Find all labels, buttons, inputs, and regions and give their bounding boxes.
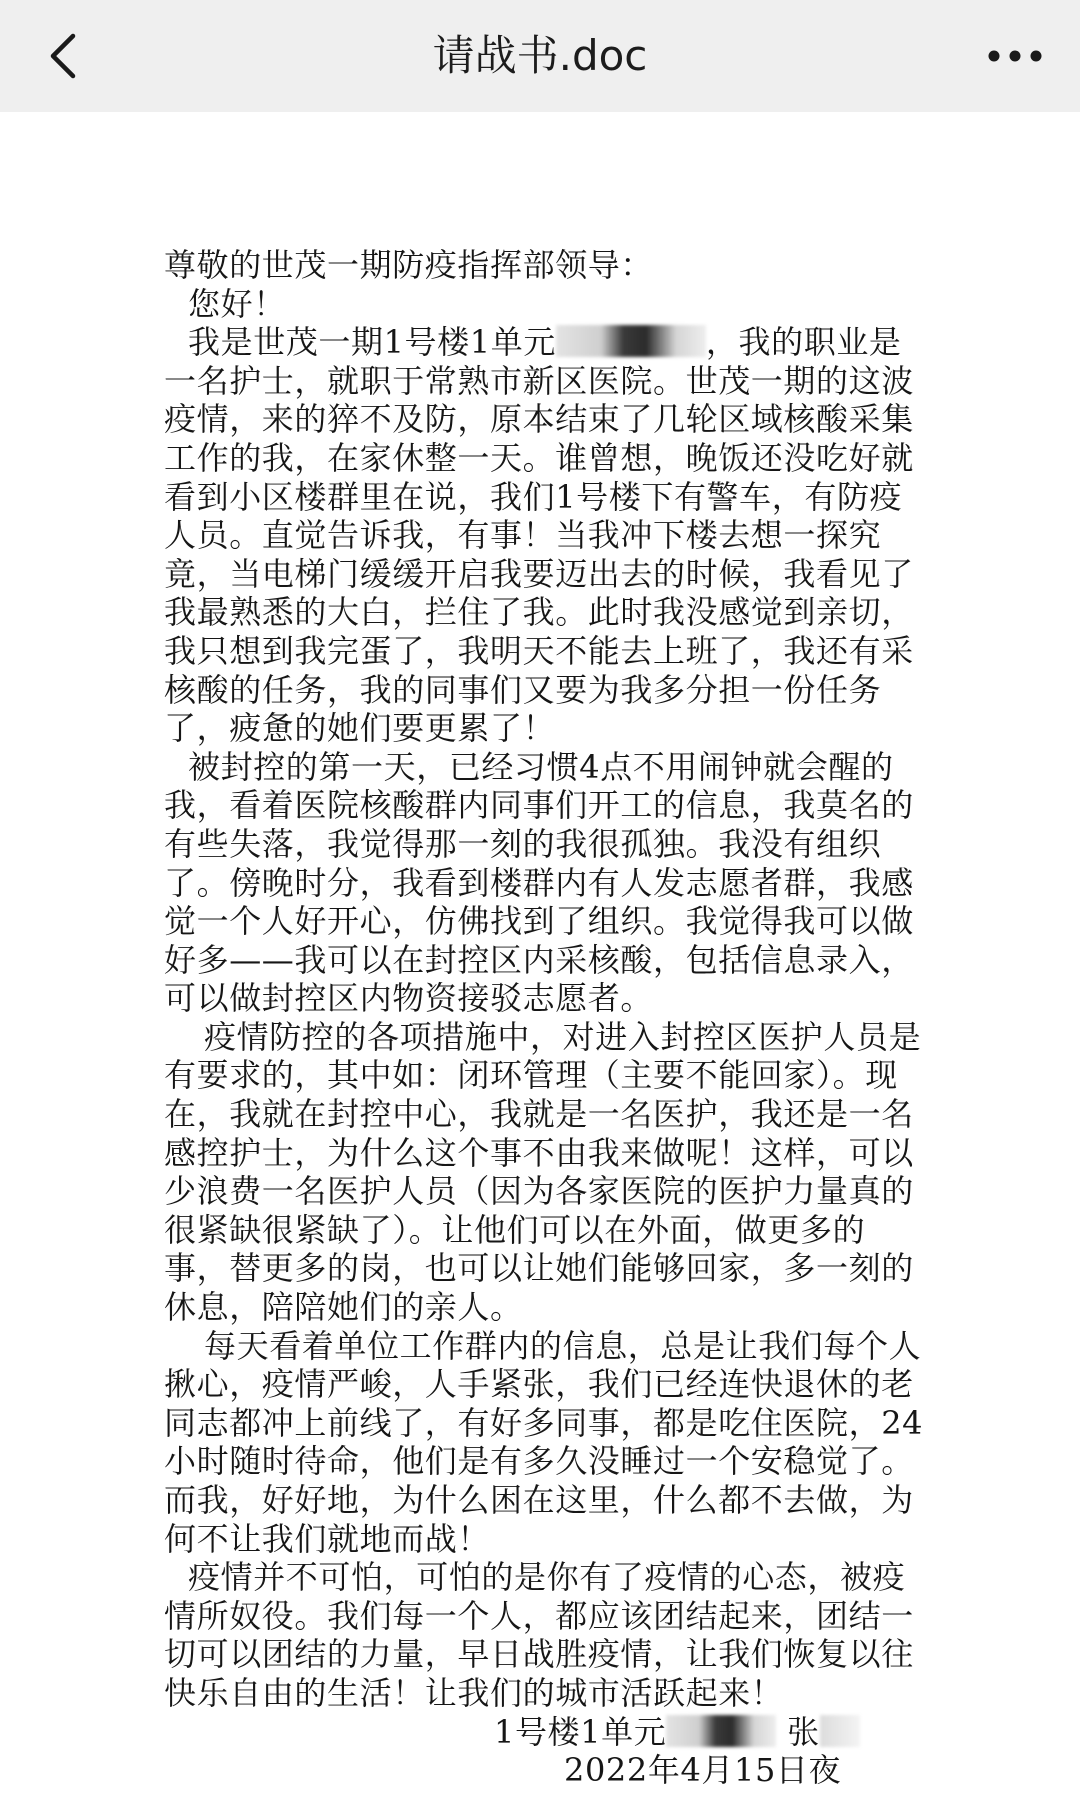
signature-name: 张 (787, 1712, 820, 1751)
letter-content (164, 246, 924, 1790)
letter-date: 2022年4月15日夜 (564, 1751, 842, 1790)
paragraph-2: 被封控的第一天，已经习惯4点不用闹钟就会醒的我，看着医院核酸群内同事们开工的信息，我莫名的有些失落，我觉得那一刻的我很孤独。我没有组织了。傍晚时分，我看到楼群内有人发志愿者群，我感觉一个人好开心，仿佛找到了组织。我觉得我可以做好多——我可以在封控区内采核酸，包括信息录入，可以做封控区内物资接驳志愿者。 (164, 747, 914, 1018)
document-title: 请战书.doc (432, 31, 648, 80)
redacted-text (556, 325, 706, 357)
more-options-button[interactable] (980, 24, 1050, 88)
redacted-text (666, 1715, 776, 1747)
salutation: 尊敬的世茂一期防疫指挥部领导： (164, 246, 654, 284)
paragraph-5: 疫情并不可怕，可怕的是你有了疫情的心态，被疫情所奴役。我们每一个人，都应该团结起来，团结一切可以团结的力量，早日战胜疫情，让我们恢复以往快乐自由的生活！让我们的城市活跃起来！ (164, 1558, 914, 1712)
signature (164, 1713, 924, 1752)
chevron-left-icon (45, 32, 79, 80)
title-bar (0, 0, 1080, 112)
paragraph-1-rest: ，我的职业是一名护士，就职于常熟市新区医院。世茂一期的这波疫情，来的猝不及防，原本结束了几轮区域核酸采集工作的我，在家休整一天。谁曾想，晚饭还没吃好就看到小区楼群里在说，我们1号楼下有警车，有防疫人员。直觉告诉我，有事！当我冲下楼去想一探究竟，当电梯门缓缓开启我要迈出去的时候，我看见了我最熟悉的大白，拦住了我。此时我没感觉到亲切，我只想到我完蛋了，我明天不能去上班了，我还有采核酸的任务，我的同事们又要为我多分担一份任务了，疲惫的她们要更累了！ (164, 323, 914, 748)
document-viewer[interactable] (0, 112, 1080, 1794)
paragraph-1-start: 我是世茂一期1号楼1单元 (188, 323, 556, 362)
greeting: 您好！ (188, 284, 286, 323)
redacted-text (820, 1715, 860, 1747)
signature-address: 1号楼1单元 (494, 1712, 667, 1751)
back-button[interactable] (30, 24, 94, 88)
more-horizontal-icon (987, 49, 1043, 63)
paragraph-4: 每天看着单位工作群内的信息，总是让我们每个人揪心，疫情严峻，人手紧张，我们已经连快退休的老同志都冲上前线了，有好多同事，都是吃住医院，24小时随时待命，他们是有多久没睡过一个安稳觉了。而我，好好地，为什么困在这里，什么都不去做，为何不让我们就地而战！ (164, 1326, 924, 1558)
paragraph-3: 疫情防控的各项措施中，对进入封控区医护人员是有要求的，其中如：闭环管理（主要不能回家）。现在，我就在封控中心，我就是一名医护，我还是一名感控护士，为什么这个事不由我来做呢！这样，可以少浪费一名医护人员（因为各家医院的医护力量真的很紧缺很紧缺了）。让他们可以在外面，做更多的事，替更多的岗，也可以让她们能够回家，多一刻的休息，陪陪她们的亲人。 (164, 1017, 922, 1327)
paragraph-1 (164, 323, 924, 748)
